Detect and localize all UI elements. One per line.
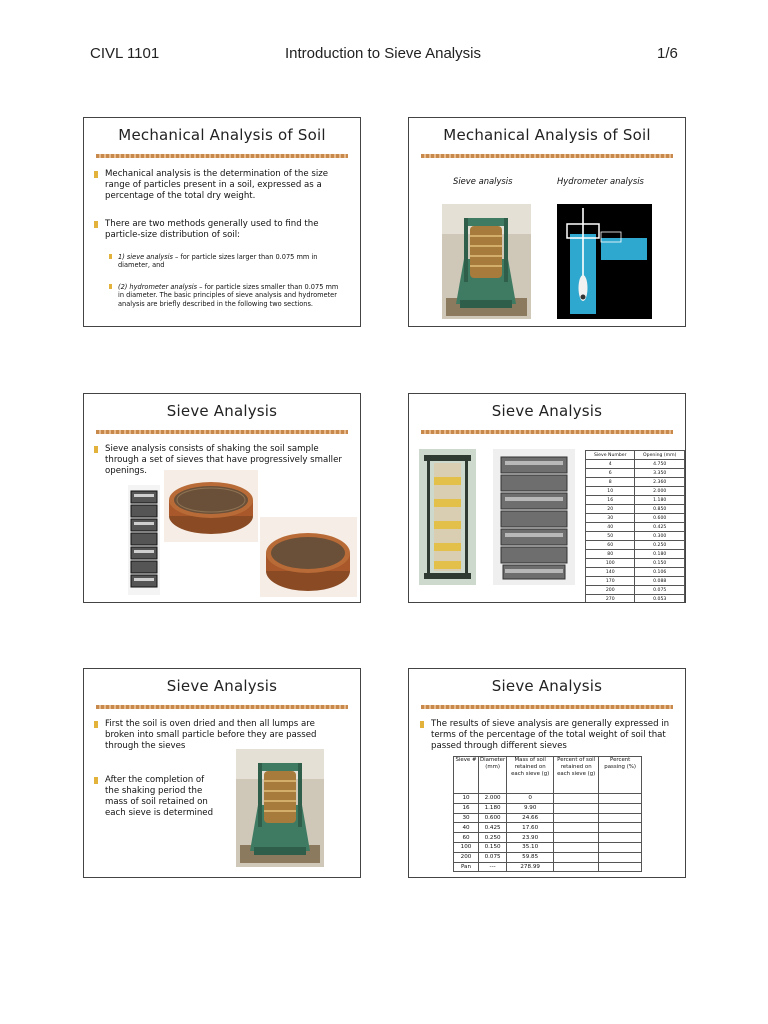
table-cell: 200 bbox=[454, 852, 479, 862]
table-row bbox=[586, 550, 685, 559]
slide-title: Sieve Analysis bbox=[491, 402, 603, 420]
table-cell: 0.075 bbox=[635, 586, 685, 595]
title-divider bbox=[421, 705, 673, 709]
table-cell bbox=[554, 842, 599, 852]
table-cell: Pan bbox=[454, 862, 479, 872]
title-divider bbox=[421, 154, 673, 158]
table-row bbox=[586, 487, 685, 496]
table-row bbox=[454, 833, 642, 843]
table-row bbox=[454, 794, 642, 804]
sieve-shaker-image bbox=[442, 204, 531, 319]
bullet-text: Mechanical analysis is the determination of the size range of particles present in a soil, expressed as a percentage of the total dry weight. bbox=[105, 169, 329, 201]
table-cell: 23.90 bbox=[507, 833, 554, 843]
course-code: CIVL 1101 bbox=[90, 45, 160, 62]
table-cell bbox=[599, 862, 642, 872]
table-row bbox=[586, 541, 685, 550]
table-header: Mass of soil retained on each sieve (g) bbox=[507, 757, 554, 794]
sub-bullet-text: – for particle sizes smaller than 0.075 mm in diameter. The basic principles of sieve analysis and hydrometer analysis are briefly described in the following two sections. bbox=[118, 283, 339, 308]
table-cell: 40 bbox=[586, 523, 635, 532]
table-cell: --- bbox=[479, 862, 507, 872]
table-cell bbox=[554, 803, 599, 813]
sieve-stack-photo bbox=[128, 485, 160, 595]
table-cell: 10 bbox=[454, 794, 479, 804]
table-cell: 0.600 bbox=[635, 514, 685, 523]
table-row bbox=[454, 813, 642, 823]
table-cell bbox=[599, 852, 642, 862]
bullet-marker-icon bbox=[94, 777, 98, 784]
table-cell: 0.180 bbox=[635, 550, 685, 559]
bullet-marker-icon bbox=[94, 721, 98, 728]
table-cell: 0.088 bbox=[635, 577, 685, 586]
table-cell bbox=[554, 823, 599, 833]
slide-1 bbox=[83, 117, 361, 327]
bullet-marker-icon bbox=[109, 284, 112, 289]
table-row bbox=[586, 595, 685, 604]
bullet-text: The results of sieve analysis are generally expressed in terms of the percentage of the total weight of soil that passed through different sieves bbox=[431, 719, 670, 751]
table-row bbox=[454, 823, 642, 833]
table-cell: 0 bbox=[507, 794, 554, 804]
table-header: Opening (mm) bbox=[635, 451, 685, 460]
table-cell: 6 bbox=[586, 469, 635, 478]
table-cell: 60 bbox=[454, 833, 479, 843]
sub-bullet bbox=[118, 283, 340, 308]
table-cell: 4.750 bbox=[635, 460, 685, 469]
caption-sieve: Sieve analysis bbox=[453, 176, 513, 186]
table-cell: 59.85 bbox=[507, 852, 554, 862]
table-cell bbox=[599, 833, 642, 843]
page-number: 1/6 bbox=[657, 45, 678, 62]
table-cell: 50 bbox=[586, 532, 635, 541]
table-row bbox=[454, 852, 642, 862]
table-header: Diameter (mm) bbox=[479, 757, 507, 794]
sieve-photo-1 bbox=[164, 470, 258, 542]
table-cell bbox=[599, 823, 642, 833]
table-row bbox=[586, 505, 685, 514]
table-row bbox=[454, 862, 642, 872]
bullet-marker-icon bbox=[109, 254, 112, 259]
table-cell: 0.075 bbox=[479, 852, 507, 862]
bullet bbox=[105, 775, 217, 819]
slide-title: Sieve Analysis bbox=[166, 677, 278, 695]
bullet bbox=[105, 719, 345, 752]
table-row bbox=[586, 577, 685, 586]
bullet-marker-icon bbox=[94, 446, 98, 453]
table-row bbox=[586, 568, 685, 577]
table-cell: 3.350 bbox=[635, 469, 685, 478]
table-cell: 0.300 bbox=[635, 532, 685, 541]
table-cell: 0.150 bbox=[479, 842, 507, 852]
sub-bullet-term: 1) sieve analysis bbox=[118, 253, 173, 261]
hydrometer-diagram bbox=[557, 204, 652, 319]
table-cell bbox=[599, 813, 642, 823]
slide-4 bbox=[408, 393, 686, 603]
table-row bbox=[586, 586, 685, 595]
table-cell: 4 bbox=[586, 460, 635, 469]
table-cell: 0.106 bbox=[635, 568, 685, 577]
table-cell bbox=[599, 794, 642, 804]
slide-title: Sieve Analysis bbox=[491, 677, 603, 695]
table-cell: 2.000 bbox=[479, 794, 507, 804]
bullet-marker-icon bbox=[94, 171, 98, 178]
table-row bbox=[586, 514, 685, 523]
table-row bbox=[586, 559, 685, 568]
table-cell: 0.850 bbox=[635, 505, 685, 514]
sieve-opening-table bbox=[585, 450, 685, 603]
table-cell: 2.360 bbox=[635, 478, 685, 487]
table-cell: 2.000 bbox=[635, 487, 685, 496]
table-cell: 9.90 bbox=[507, 803, 554, 813]
metal-sieve-stack-photo bbox=[493, 449, 575, 585]
bullet bbox=[105, 219, 337, 241]
table-header: Percent of soil retained on each sieve (g) bbox=[554, 757, 599, 794]
table-row bbox=[586, 523, 685, 532]
table-cell bbox=[554, 794, 599, 804]
table-cell bbox=[599, 842, 642, 852]
table-cell: 1.180 bbox=[635, 496, 685, 505]
table-cell: 278.99 bbox=[507, 862, 554, 872]
table-row bbox=[586, 460, 685, 469]
document-title: Introduction to Sieve Analysis bbox=[285, 45, 481, 62]
table-cell: 0.425 bbox=[479, 823, 507, 833]
slide-5 bbox=[83, 668, 361, 878]
table-cell: 60 bbox=[586, 541, 635, 550]
bullet-marker-icon bbox=[420, 721, 424, 728]
sub-bullet-term: (2) hydrometer analysis bbox=[118, 283, 198, 291]
table-cell: 100 bbox=[586, 559, 635, 568]
bullet-text: Sieve analysis consists of shaking the soil sample through a set of sieves that have progressively smaller openings. bbox=[105, 444, 342, 476]
table-cell: 0.053 bbox=[635, 595, 685, 604]
sieve-photo-2 bbox=[260, 517, 357, 597]
table-cell: 270 bbox=[586, 595, 635, 604]
table-cell: 20 bbox=[586, 505, 635, 514]
table-header: Sieve # bbox=[454, 757, 479, 794]
sub-bullet-text: – for particle sizes larger than 0.075 mm in diameter, and bbox=[118, 253, 318, 270]
table-row bbox=[586, 478, 685, 487]
table-row bbox=[454, 842, 642, 852]
table-row bbox=[586, 469, 685, 478]
table-cell bbox=[554, 813, 599, 823]
table-cell: 0.250 bbox=[635, 541, 685, 550]
table-cell: 35.10 bbox=[507, 842, 554, 852]
table-cell: 40 bbox=[454, 823, 479, 833]
table-row bbox=[586, 496, 685, 505]
table-header: Percent passing (%) bbox=[599, 757, 642, 794]
table-cell: 170 bbox=[586, 577, 635, 586]
sieve-column-photo bbox=[419, 449, 476, 585]
table-cell bbox=[554, 862, 599, 872]
title-divider bbox=[421, 430, 673, 434]
slide-title: Sieve Analysis bbox=[166, 402, 278, 420]
title-divider bbox=[96, 705, 348, 709]
sieve-shaker-image bbox=[236, 749, 324, 867]
table-cell: 24.66 bbox=[507, 813, 554, 823]
slide-2 bbox=[408, 117, 686, 327]
table-cell: 0.150 bbox=[635, 559, 685, 568]
bullet-marker-icon bbox=[94, 221, 98, 228]
sub-bullet bbox=[118, 253, 340, 270]
bullet-text: After the completion of the shaking period the mass of soil retained on each sieve is determined bbox=[105, 775, 214, 818]
table-cell: 30 bbox=[454, 813, 479, 823]
slide-3 bbox=[83, 393, 361, 603]
table-cell: 8 bbox=[586, 478, 635, 487]
sieve-results-table bbox=[453, 756, 642, 872]
table-cell: 30 bbox=[586, 514, 635, 523]
table-cell: 80 bbox=[586, 550, 635, 559]
table-header: Sieve Number bbox=[586, 451, 635, 460]
slide-title: Mechanical Analysis of Soil bbox=[118, 126, 326, 144]
table-row bbox=[586, 532, 685, 541]
table-cell bbox=[554, 833, 599, 843]
caption-hydrometer: Hydrometer analysis bbox=[557, 176, 644, 186]
table-cell: 16 bbox=[586, 496, 635, 505]
title-divider bbox=[96, 430, 348, 434]
table-cell: 0.425 bbox=[635, 523, 685, 532]
bullet bbox=[431, 719, 679, 752]
title-divider bbox=[96, 154, 348, 158]
bullet-text: First the soil is oven dried and then all lumps are broken into small particle before they are passed through the sieves bbox=[105, 719, 317, 751]
table-row bbox=[454, 803, 642, 813]
table-cell: 1.180 bbox=[479, 803, 507, 813]
table-cell bbox=[599, 803, 642, 813]
slide-title: Mechanical Analysis of Soil bbox=[443, 126, 651, 144]
table-cell: 17.60 bbox=[507, 823, 554, 833]
table-cell bbox=[554, 852, 599, 862]
table-cell: 200 bbox=[586, 586, 635, 595]
bullet bbox=[105, 169, 337, 202]
table-cell: 10 bbox=[586, 487, 635, 496]
bullet-text: There are two methods generally used to find the particle-size distribution of soil: bbox=[105, 219, 319, 240]
table-cell: 100 bbox=[454, 842, 479, 852]
table-cell: 0.250 bbox=[479, 833, 507, 843]
table-cell: 140 bbox=[586, 568, 635, 577]
table-cell: 16 bbox=[454, 803, 479, 813]
slide-6 bbox=[408, 668, 686, 878]
table-cell: 0.600 bbox=[479, 813, 507, 823]
